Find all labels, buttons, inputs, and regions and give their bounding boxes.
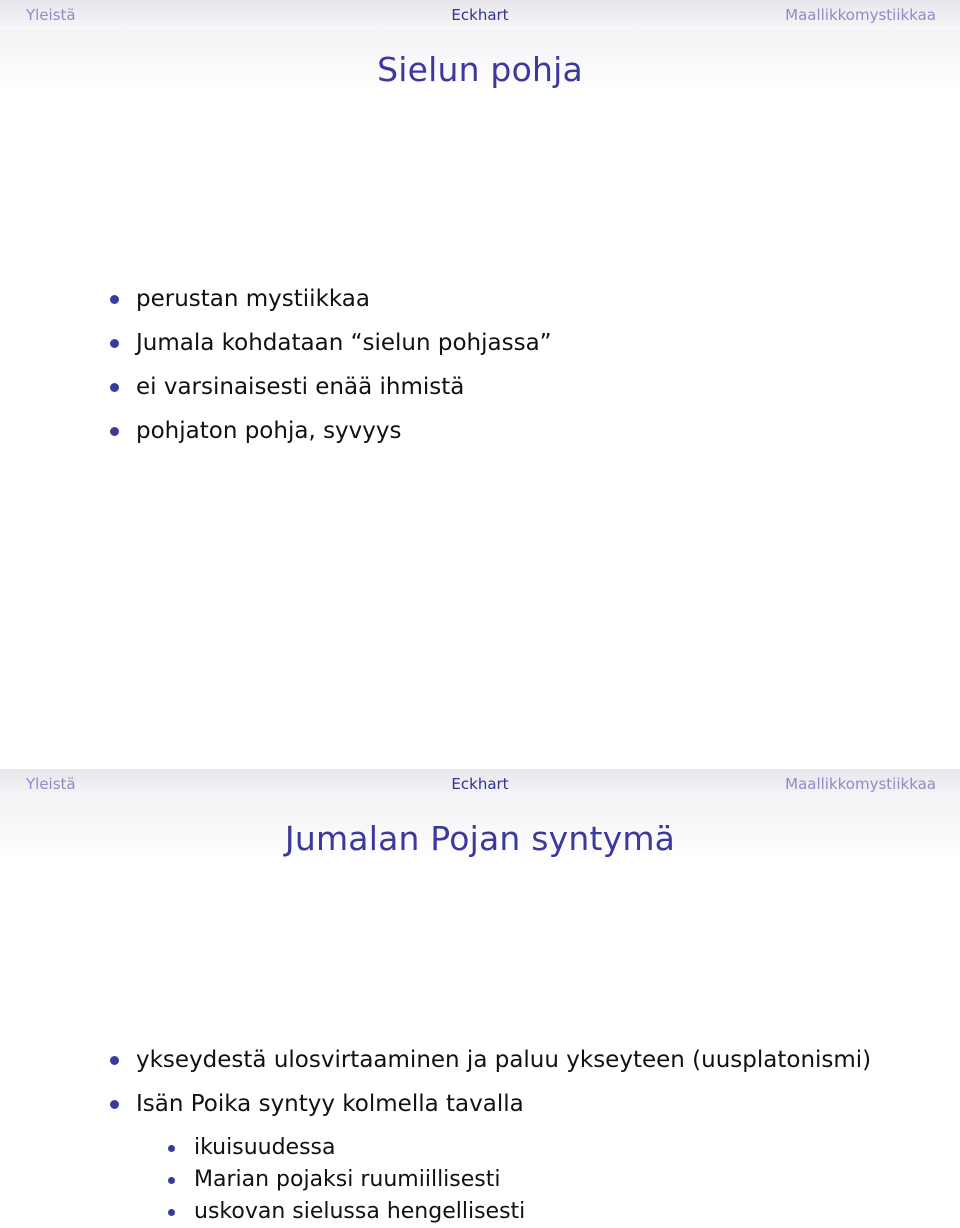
- bullet-list: [110, 1038, 871, 1126]
- list-item: ei varsinaisesti enää ihmistä: [110, 365, 552, 409]
- section-link-yleista[interactable]: Yleistä: [26, 775, 76, 793]
- subsection-link-eckhart[interactable]: Eckhart: [451, 775, 509, 793]
- list-item: Isän Poika syntyy kolmella tavalla: [110, 1082, 871, 1126]
- headline-bar: [0, 0, 960, 30]
- slide-title: Jumalan Pojan syntymä: [284, 819, 676, 858]
- frame-title-bar: [0, 799, 960, 863]
- list-item: pohjaton pohja, syvyys: [110, 409, 552, 453]
- section-link-maallikkomystiikkaa[interactable]: Maallikkomystiikkaa: [785, 775, 936, 793]
- section-link-maallikkomystiikkaa[interactable]: Maallikkomystiikkaa: [785, 6, 936, 24]
- slide-sielun-pohja: [0, 0, 960, 460]
- sub-list-item: uskovan sielussa hengellisesti: [166, 1196, 525, 1228]
- frame-title-bar: [0, 30, 960, 94]
- list-item: ykseydestä ulosvirtaaminen ja paluu ykseyteen (uusplatonismi): [110, 1038, 871, 1082]
- sub-list-item: Marian pojaksi ruumiillisesti: [166, 1164, 525, 1196]
- list-item: Jumala kohdataan “sielun pohjassa”: [110, 321, 552, 365]
- headline-bar: [0, 769, 960, 799]
- sub-list-item: ikuisuudessa: [166, 1132, 525, 1164]
- sub-bullet-list: [166, 1132, 525, 1228]
- section-link-yleista[interactable]: Yleistä: [26, 6, 76, 24]
- slide-title: Sielun pohja: [377, 50, 583, 89]
- slide-jumalan-pojan-syntyma: [0, 769, 960, 1227]
- bullet-list: [110, 277, 552, 453]
- list-item: perustan mystiikkaa: [110, 277, 552, 321]
- subsection-link-eckhart[interactable]: Eckhart: [451, 6, 509, 24]
